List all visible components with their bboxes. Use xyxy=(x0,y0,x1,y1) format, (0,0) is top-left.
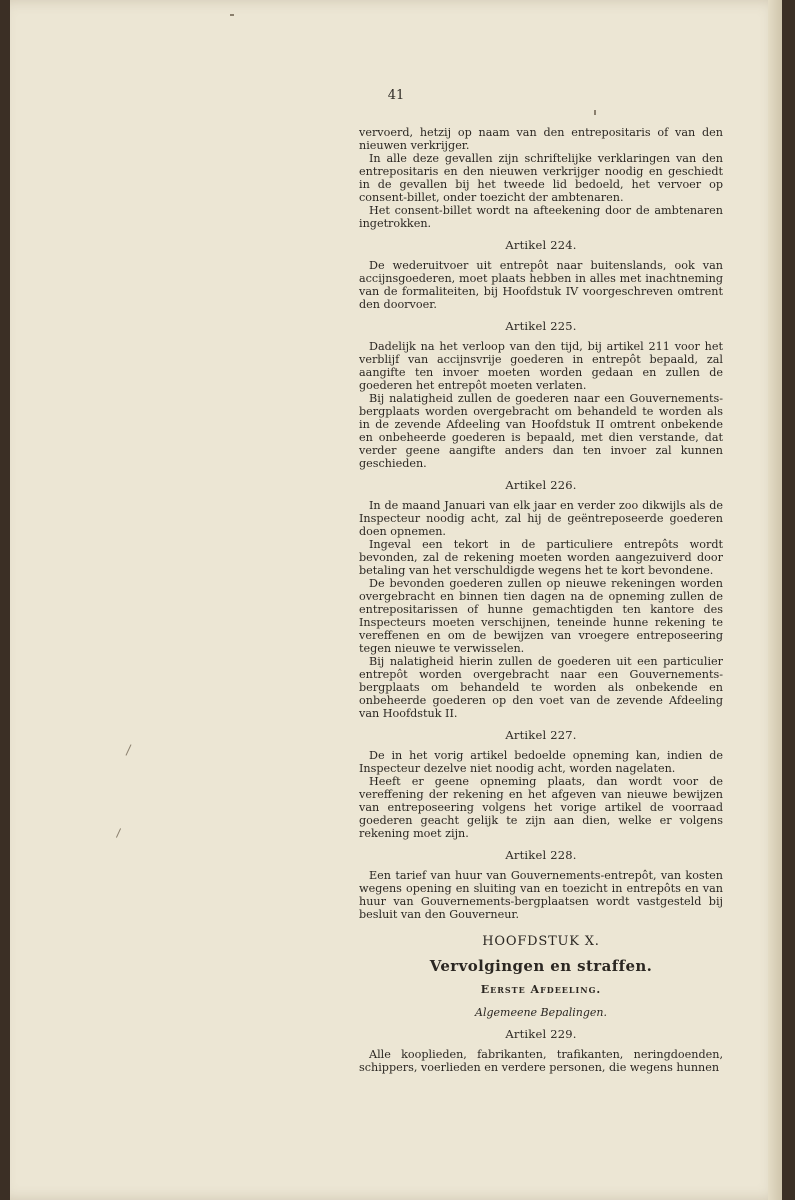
paragraph: In alle deze gevallen zijn schriftelijke verklaringen van den entrepositaris en den nieuwen verkrijger noodig en geschiedt in de gevallen bij het tweede lid bedoeld, het vervoer op consent-billet, onder toezicht der ambtenaren. xyxy=(359,152,723,204)
article-heading: Artikel 226. xyxy=(505,478,577,492)
page-edge xyxy=(768,0,782,1200)
section-title: Eerste Afdeeling. xyxy=(480,983,602,996)
section-subtitle: Algemeene Bepalingen. xyxy=(475,1006,607,1019)
paragraph: De bevonden goederen zullen op nieuwe rekeningen worden overgebracht en binnen tien dagen na de opneming zullen de entrepositarissen of hunne gemachtigden ten kantore des Inspecteurs moeten verschijnen, teneinde hunne rekening te vereffenen en om de bewijzen van vroegere entreposeering tegen nieuwe te verwisselen. xyxy=(359,577,723,655)
paragraph: Heeft er geene opneming plaats, dan wordt voor de vereffening der rekening en het afgeven van nieuwe bewijzen van entreposeering volgens het vorige artikel de voorraad goederen geacht gelijk te zijn aan dien, welke er volgens rekening moet zijn. xyxy=(359,775,723,840)
paragraph: De wederuitvoer uit entrepôt naar buitenslands, ook van accijnsgoederen, moet plaats hebben in alles met inachtneming van de formaliteiten, bij Hoofdstuk IV voorgeschreven omtrent den doorvoer. xyxy=(359,259,723,311)
paragraph: Het consent-billet wordt na afteekening door de ambtenaren ingetrokken. xyxy=(359,204,723,230)
scan-speck xyxy=(126,744,132,755)
paragraph: Bij nalatigheid zullen de goederen naar een Gouvernements-bergplaats worden overgebracht om behandeld te worden als in de zevende Afdeeling van Hoofdstuk II omtrent onbekende en onbeheerde goederen is bepaald, met dien verstande, dat verder geene aangifte anders dan ten invoer zal kunnen geschieden. xyxy=(359,392,723,470)
paragraph: Bij nalatigheid hierin zullen de goederen uit een particulier entrepôt worden overgebracht naar een Gouvernements-bergplaats om behandeld te worden als onbekende en onbeheerde goederen op den voet van de zevende Afdeeling van Hoofdstuk II. xyxy=(359,655,723,720)
article-heading: Artikel 225. xyxy=(505,319,577,333)
scan-speck xyxy=(116,828,121,837)
page-number: 41 xyxy=(387,88,405,103)
article-heading: Artikel 229. xyxy=(505,1027,577,1041)
article-heading: Artikel 224. xyxy=(505,238,577,252)
body-text xyxy=(359,126,723,1074)
paragraph: Ingeval een tekort in de particuliere entrepôts wordt bevonden, zal de rekening moeten worden aangezuiverd door betaling van het verschuldigde wegens het te kort bevondene. xyxy=(359,538,723,577)
chapter-title: HOOFDSTUK X. xyxy=(482,934,600,949)
paragraph: In de maand Januari van elk jaar en verder zoo dikwijls als de Inspecteur noodig acht, zal hij de geëntreposeerde goederen doen opnemen. xyxy=(359,499,723,538)
paragraph: vervoerd, hetzij op naam van den entrepositaris of van den nieuwen verkrijger. xyxy=(359,126,723,152)
paragraph: De in het vorig artikel bedoelde opneming kan, indien de Inspecteur dezelve niet noodig acht, worden nagelaten. xyxy=(359,749,723,775)
chapter-subtitle: Vervolgingen en straffen. xyxy=(429,957,653,975)
scan-speck xyxy=(594,110,596,115)
article-heading: Artikel 227. xyxy=(505,728,577,742)
paragraph: Een tarief van huur van Gouvernements-entrepôt, van kosten wegens opening en sluiting van en toezicht in entrepôts en van huur van Gouvernements-bergplaatsen wordt vastgesteld bij besluit van den Gouverneur. xyxy=(359,869,723,921)
scan-speck xyxy=(230,14,234,16)
article-heading: Artikel 228. xyxy=(505,848,577,862)
paragraph: Dadelijk na het verloop van den tijd, bij artikel 211 voor het verblijf van accijnsvrije goederen in entrepôt bepaald, zal aangifte ten invoer moeten worden gedaan en zullen de goederen het entrepôt moeten verlaten. xyxy=(359,340,723,392)
paragraph: Alle kooplieden, fabrikanten, trafikanten, neringdoenden, schippers, voerlieden en verdere personen, die wegens hunnen xyxy=(359,1048,723,1074)
scanned-page xyxy=(10,0,782,1200)
